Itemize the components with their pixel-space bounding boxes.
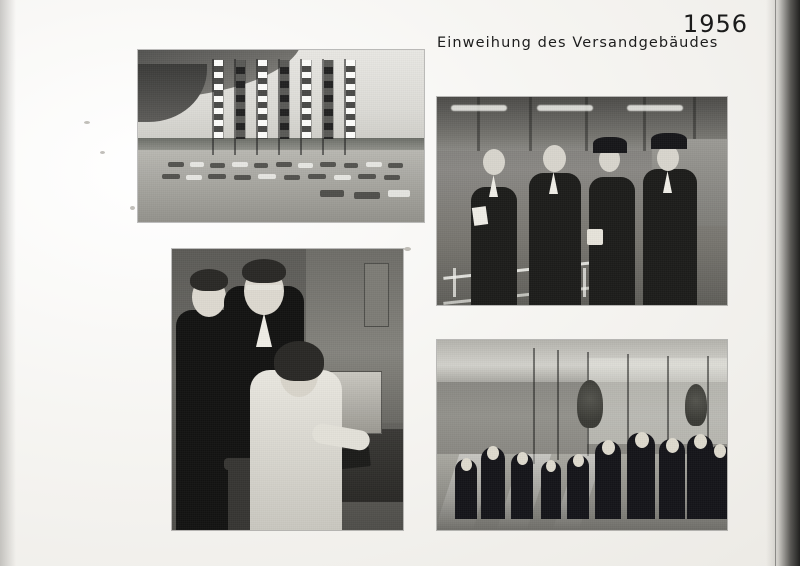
page-year: 1956 xyxy=(682,10,748,38)
photo-glass-corridor-group xyxy=(437,340,727,530)
photo-woman-at-machine xyxy=(172,249,403,530)
book-gutter xyxy=(766,0,800,566)
paper-blemish xyxy=(100,151,105,154)
page-left-edge xyxy=(0,0,16,566)
paper-blemish xyxy=(404,247,411,251)
photo-flags-parking-lot xyxy=(138,50,424,222)
page-title: Einweihung des Versandgebäudes xyxy=(437,35,719,51)
paper-blemish xyxy=(84,121,90,124)
photo-hall-guests xyxy=(437,97,727,305)
book-gutter-line xyxy=(775,0,776,566)
paper-blemish xyxy=(130,206,135,210)
